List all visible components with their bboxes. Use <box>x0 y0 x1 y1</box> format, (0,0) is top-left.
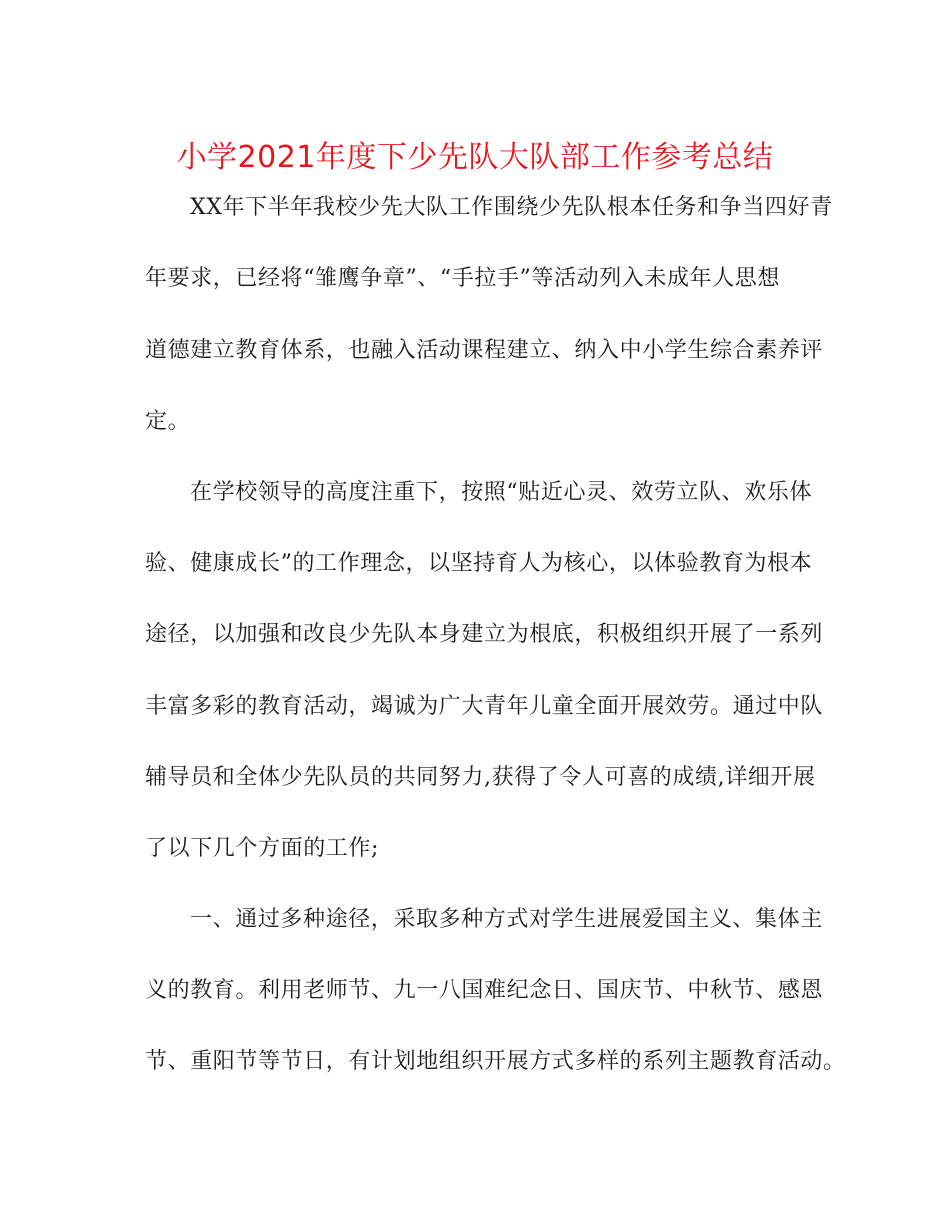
paragraph-1-line-2: 年要求，已经将“雏鹰争章”、“手拉手”等活动列入未成年人思想 <box>145 266 780 291</box>
paragraph-2-line-2: 验、健康成长”的工作理念，以坚持育人为核心，以体验教育为根本 <box>145 551 813 576</box>
paragraph-2-line-3: 途径，以加强和改良少先队本身建立为根底，积极组织开展了一系列 <box>145 622 824 647</box>
paragraph-2-line-4: 丰富多彩的教育活动，竭诚为广大青年儿童全面开展效劳。通过中队 <box>145 694 824 719</box>
paragraph-3-line-3: 节、重阳节等节日，有计划地组织开展方式多样的系列主题教育活动。 <box>145 1049 846 1074</box>
paragraph-3-line-1: 一、通过多种途径，采取多种方式对学生进展爱国主义、集体主 <box>190 907 823 932</box>
paragraph-1-line-1: XX年下半年我校少先大队工作围绕少先队根本任务和争当四好青 <box>190 195 833 220</box>
paragraph-2-line-1: 在学校领导的高度注重下，按照“贴近心灵、效劳立队、欢乐体 <box>190 480 813 505</box>
document-title: 小学2021年度下少先队大队部工作参考总结 <box>176 140 774 175</box>
paragraph-3-line-2: 义的教育。利用老师节、九一八国难纪念日、国庆节、中秋节、感恩 <box>145 978 824 1003</box>
paragraph-2-line-5: 辅导员和全体少先队员的共同努力,获得了令人可喜的成绩,详细开展 <box>145 765 816 790</box>
paragraph-2-line-6: 了以下几个方面的工作; <box>145 836 380 861</box>
paragraph-1-line-3: 道德建立教育体系，也融入活动课程建立、纳入中小学生综合素养评 <box>145 338 824 363</box>
paragraph-1-line-4: 定。 <box>145 409 191 434</box>
